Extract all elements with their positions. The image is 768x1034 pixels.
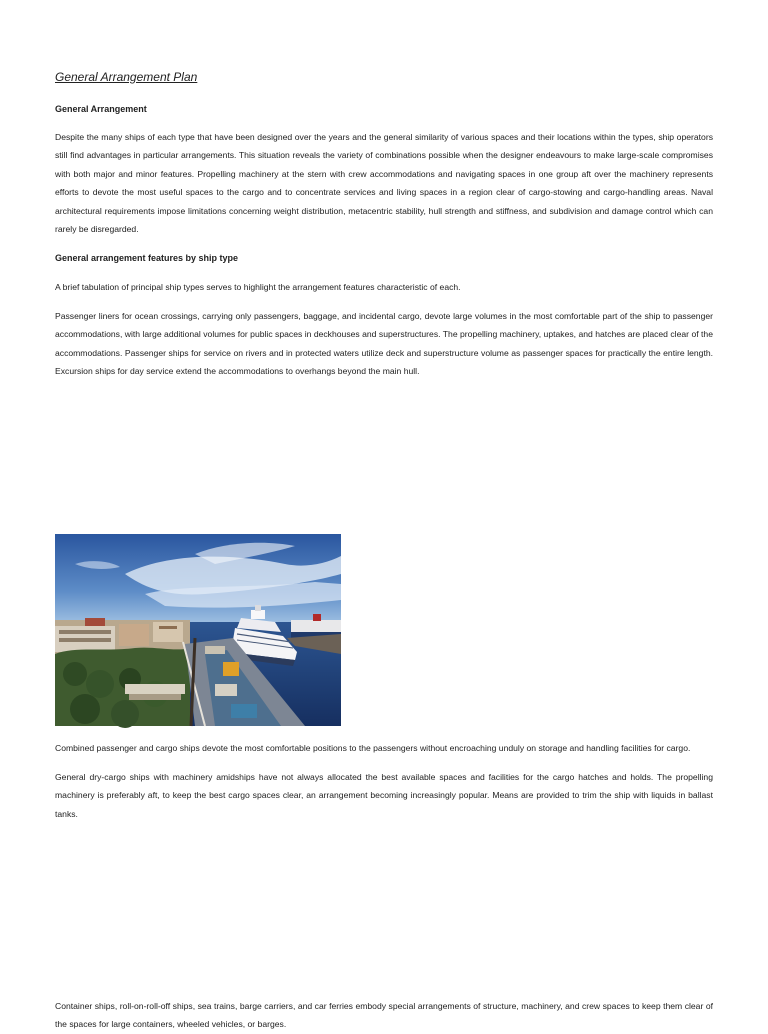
paragraph-tabulation-intro: A brief tabulation of principal ship types serves to highlight the arrangement features characteristic of each. bbox=[55, 282, 461, 292]
paragraph-general-arrangement: Despite the many ships of each type that have been designed over the years and the general similarity of various spaces and their locations within the types, ship operators still find advantages in particular arrangements. This situation reveals the variety of combinations possible when the designer endeavours to make large-scale compromises with both major and minor features. Propelling machinery at the stern with crew accommodations and navigating spaces in one group aft over the machinery represents efforts to devote the most useful spaces to the cargo and to concentrate services and living spaces in a region clear of cargo-stowing and cargo-handling areas. Naval architectural requirements impose limitations concerning weight distribution, metacentric stability, hull strength and stiffness, and subdivision and damage control which can rarely be disregarded. bbox=[55, 132, 713, 235]
section-heading-features-by-ship-type: General arrangement features by ship type bbox=[55, 253, 239, 263]
cruise-ship-harbor-photo bbox=[55, 534, 341, 726]
paragraph-dry-cargo-ships: General dry-cargo ships with machinery amidships have not always allocated the best available spaces and facilities for the cargo hatches and holds. The propelling machinery is preferably aft, to keep the best cargo spaces clear, an arrangement becoming increasingly popular. Means are provided to trim the ship with liquids in ballast tanks. bbox=[55, 772, 713, 819]
paragraph-combined-passenger-cargo: Combined passenger and cargo ships devote the most comfortable positions to the passengers without encroaching unduly on storage and handling facilities for cargo. bbox=[55, 743, 691, 753]
paragraph-container-ships: Container ships, roll-on-roll-off ships, sea trains, barge carriers, and car ferries embody special arrangements of structure, machinery, and crew spaces to keep them clear of the spaces for large containers, wheeled vehicles, or barges. bbox=[55, 1001, 713, 1030]
document-title: General Arrangement Plan bbox=[55, 70, 198, 84]
section-heading-general-arrangement: General Arrangement bbox=[55, 104, 147, 114]
paragraph-passenger-liners: Passenger liners for ocean crossings, carrying only passengers, baggage, and incidental cargo, devote large volumes in the most comfortable part of the ship to passenger accommodations, with large additional volumes for public spaces in deckhouses and superstructures. The propelling machinery, uptakes, and hatches are placed clear of the accommodations. Passenger ships for service on rivers and in protected waters utilize deck and superstructure volume as passenger spaces for practically the entire length. Excursion ships for day service extend the accommodations to overhangs beyond the main hull. bbox=[55, 311, 713, 377]
